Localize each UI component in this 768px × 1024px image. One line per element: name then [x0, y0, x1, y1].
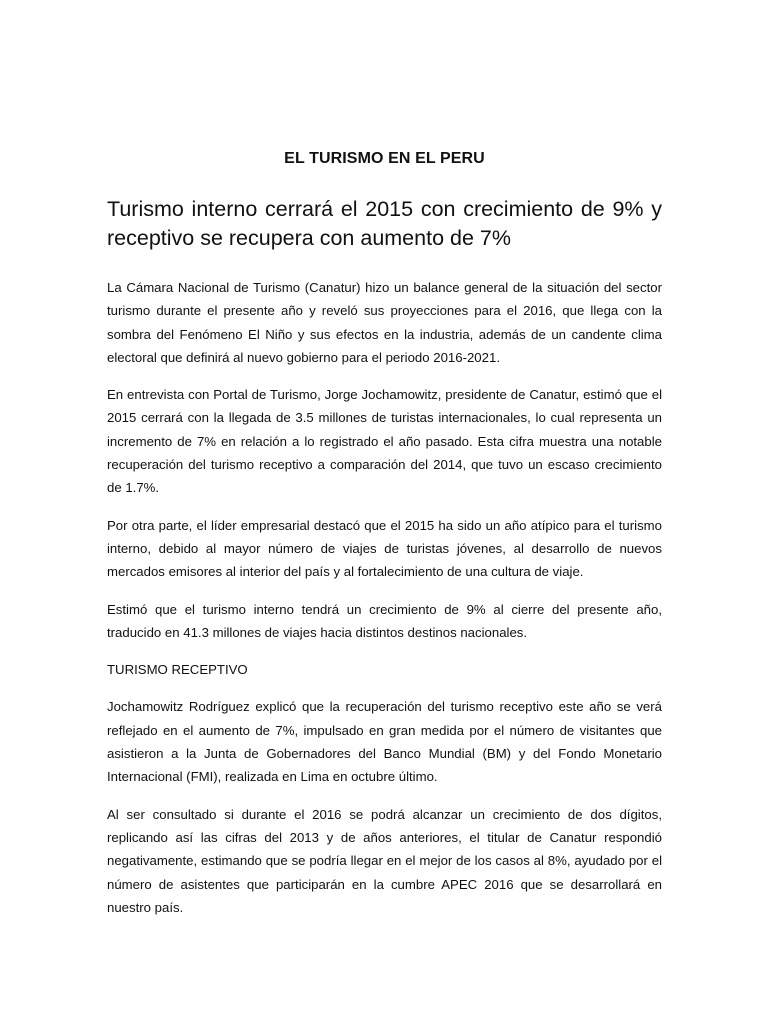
paragraph-domestic-tourism: Por otra parte, el líder empresarial destacó que el 2015 ha sido un año atípico para el turismo interno, debido al mayor número de viajes de turistas jóvenes, al desarrollo de nuevos mercados emisores al interior del país y al fortalecimiento de una cultura de viaje.	[107, 517, 662, 580]
document-title: EL TURISMO EN EL PERU	[284, 150, 485, 167]
paragraph-intro: La Cámara Nacional de Turismo (Canatur) hizo un balance general de la situación del sector turismo durante el presente año y reveló sus proyecciones para el 2016, que llega con la sombra del Fenómeno El Niño y sus efectos en la industria, además de un candente clima electoral que definirá al nuevo gobierno para el periodo 2016-2021.	[107, 280, 662, 365]
document-subtitle: Turismo interno cerrará el 2015 con crecimiento de 9% y receptivo se recupera con aumento de 7%	[107, 197, 662, 250]
paragraph-2016-outlook: Al ser consultado si durante el 2016 se podrá alcanzar un crecimiento de dos dígitos, replicando así las cifras del 2013 y de años anteriores, el titular de Canatur respondió negativamente, estimando que se podría llegar en el mejor de los casos al 8%, ayudado por el número de asistentes que participarán en la cumbre APEC 2016 que se desarrollará en nuestro país.	[107, 806, 662, 915]
paragraph-interview: En entrevista con Portal de Turismo, Jorge Jochamowitz, presidente de Canatur, estimó que el 2015 cerrará con la llegada de 3.5 millones de turistas internacionales, lo cual representa un incremento de 7% en relación a lo registrado el año pasado. Esta cifra muestra una notable recuperación del turismo receptivo a comparación del 2014, que tuvo un escaso crecimiento de 1.7%.	[107, 387, 662, 496]
paragraph-domestic-growth: Estimó que el turismo interno tendrá un crecimiento de 9% al cierre del presente año, traducido en 41.3 millones de viajes hacia distintos destinos nacionales.	[107, 601, 662, 640]
section-heading-receptive: TURISMO RECEPTIVO	[107, 662, 248, 678]
paragraph-receptive-recovery: Jochamowitz Rodríguez explicó que la recuperación del turismo receptivo este año se verá reflejado en el aumento de 7%, impulsado en gran medida por el número de visitantes que asistieron a la Junta de Gobernadores del Banco Mundial (BM) y del Fondo Monetario Internacional (FMI), realizada en Lima en octubre último.	[107, 699, 662, 785]
